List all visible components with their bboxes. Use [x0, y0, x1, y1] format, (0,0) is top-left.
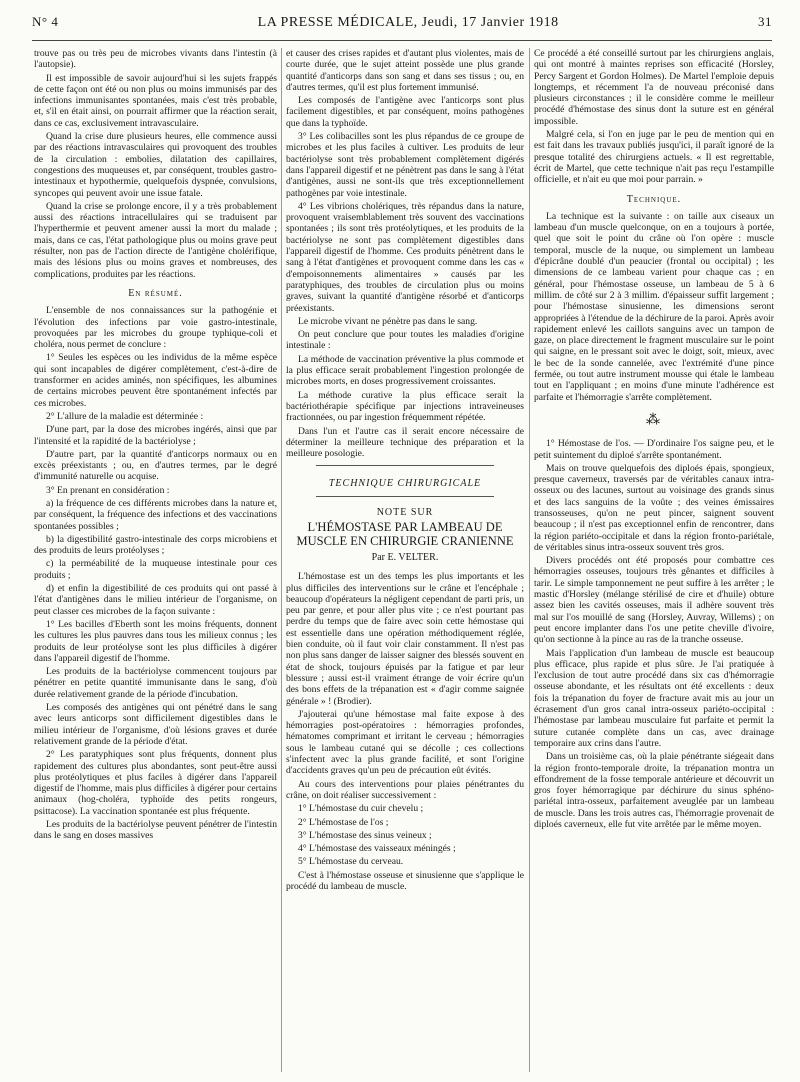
paragraph: 4° Les vibrions cholériques, très répandus dans la nature, provoquent vraisemblablement très souvent des vaccinations spontanées ; ils sont très protéolytiques, et les produits de la bactériolyse ne sont pas complètement digestibles dans l'appareil digestif de l'homme. Ces produits pénètrent dans le sang à l'état d'antigènes et provoquent comme dans les cas « d'empoisonnements alimentaires » causés par les paratyphiques, des troubles de circulation plus ou moins graves, suivant la quantité d'antigène résorbé et d'anticorps préexistants.	[286, 200, 524, 314]
paragraph: Quand la crise dure plusieurs heures, elle commence aussi par des réactions intravasculaires qui provoquent des troubles de la circulation : embolies, dilatation des capillaires, congestions des muqueuses et, par conséquent, troubles gastro-intestinaux et hypothermie, quelquefois dyspnée, convulsions, syncopes qui peuvent avoir une issue fatale.	[34, 131, 277, 199]
paragraph: Au cours des interventions pour plaies pénétrantes du crâne, on doit réaliser successivement :	[286, 778, 524, 801]
paragraph: D'une part, par la dose des microbes ingérés, ainsi que par l'intensité et la rapidité de la bactériolyse ;	[34, 424, 277, 447]
paragraph: b) la digestibilité gastro-intestinale des corps microbiens et des produits de leurs protéolyses ;	[34, 533, 277, 557]
paragraph: Divers procédés ont été proposés pour combattre ces hémorragies osseuses, toujours très gênantes et difficiles à tarir. Le simple tamponnement ne peut suffire à les arrêter ; le mastic d'Horsley (mélange stérilisé de cire et d'huile) obture assez bien les cavités osseuses, mais il adhère souvent très mal sur l'os mouillé de sang (Horsley, Auvray, Willems) ; on peut encore implanter dans l'os une petite cheville d'ivoire, qu'on sectionne à la pince au ras de la tranche osseuse.	[534, 555, 774, 646]
section-heading: Technique.	[626, 193, 682, 205]
journal-title: LA PRESSE MÉDICALE, Jeudi, 17 Janvier 1918	[257, 15, 559, 30]
paragraph: 1° Seules les espèces ou les individus de la même espèce qui sont incapables de digérer complètement, c'est-à-dire de transformer en acides aminés, non spécifiques, les albumines de certains microbes peuvent être spontanément infectés par ces microbes.	[34, 352, 277, 409]
article-author: Par E. VELTER.	[371, 551, 439, 563]
paragraph: Les composés de l'antigène avec l'anticorps sont plus facilement digestibles, et par conséquent, moins pathogènes que dans la typhoïde.	[286, 95, 524, 129]
page-header	[32, 14, 772, 41]
paragraph: 2° Les paratyphiques sont plus fréquents, donnent plus rapidement des cultures plus abondantes, sont peut-être aussi plus protéolytiques et plus faciles à digérer dans l'appareil digestif de l'homme, mais plus difficiles à digérer pour certains animaux (hog-choléra, typhoïde des petits rongeurs, psittacose). La vaccination spontanée est plus fréquente.	[34, 749, 277, 817]
section-title: TECHNIQUE CHIRURGICALE	[328, 478, 482, 490]
column-3	[534, 48, 774, 1072]
section-heading: En résumé.	[128, 287, 183, 299]
list-item: 3° L'hémostase des sinus veineux ;	[298, 829, 432, 841]
paragraph: L'ensemble de nos connaissances sur la pathogénie et l'évolution des infections par voie gastro-intestinale, provoquées par les microbes du groupe typhique-coli et choléra, nous permet de conclure :	[34, 305, 277, 351]
column-divider	[281, 48, 282, 1072]
list-item: 1° L'hémostase du cuir chevelu ;	[298, 803, 424, 815]
paragraph: d) et enfin la digestibilité de ces produits qui ont passé à l'état d'antigènes dans le milieu intérieur de l'organisme, on peut classer ces microbes de la façon suivante :	[34, 583, 277, 617]
paragraph: Dans un troisième cas, où la plaie pénétrante siégeait dans la région fronto-temporale droite, la trépanation montra un effondrement de la fosse temporale antérieure et découvrit un gros foyer hémorragique par déchirure du sinus sphéno-pariétal intra-osseux, parfaitement aveuglée par un lambeau de muscle. Dans les trois autres cas, l'hémorragie provenait de diploés caverneux, elle fut vite arrêtée par le même moyen.	[534, 751, 774, 830]
note-label: NOTE SUR	[376, 506, 434, 518]
paragraph: Les produits de la bactériolyse peuvent pénétrer de l'intestin dans le sang en doses massives	[34, 819, 277, 842]
paragraph: Quand la crise se prolonge encore, il y a très probablement aussi des réactions intracellulaires qui se traduisent par l'hyperthermie et peuvent amener aussi la mort du malade ; mais, dans ce cas, l'état pathologique plus ou moins grave peut résulter, non pas de l'action directe de l'antigène cholérifique, mais des lésions plus ou moins graves et nombreuses, des complications, produites par les réactions.	[34, 200, 277, 280]
paragraph: Les composés des antigènes qui ont pénétré dans le sang avec leurs anticorps sont difficilement digestibles dans le milieu intérieur de l'organisme, d'où lésions graves et durée relativement grande de la période d'état.	[34, 702, 277, 747]
paragraph: J'ajouterai qu'une hémostase mal faite expose à des hémorragies post-opératoires : hémorragies profondes, hématomes comprimant et irritant le cerveau ; hémorragies sous le lambeau cutané qui se décolle ; ces collections s'infectent avec la plus grande facilité, et sont l'origine d'accidents graves qu'un peu de précaution eût évités.	[286, 708, 524, 777]
paragraph: Mais on trouve quelquefois des diploés épais, spongieux, presque caverneux, traversés par de véritables canaux intra-osseux ou des lacunes, surtout au voisinage des grands sinus et des lacs sanguins de la voûte ; des veines émissaires transosseuses, qu'on ne peut pincer, saignent souvent beaucoup ; il n'est pas exceptionnel enfin de rencontrer, dans la région pariéto-occipitale et dans la région fronto-pariétale, de véritables sinus intra-osseux souvent très gros.	[534, 462, 774, 553]
list-item: 4° L'hémostase des vaisseaux méningés ;	[298, 843, 456, 855]
paragraph: L'hémostase est un des temps les plus importants et les plus difficiles des interventions sur le crâne et l'encéphale ; beaucoup d'opérateurs la négligent cependant de parti pris, un peu par genre, et pour aller plus vite ; ce n'est pourtant pas perdre du temps que de faire avec soin cette hémostase qui est essentielle dans une opération méthodiquement réglée, bien conduite, où il faut voir clair constamment. Il n'est pas non plus sans danger de laisser saigner des blessés souvent en état de shock, toujours épuisés par la fatigue et par leur blessure ; aussi est-il vraiment étrange de voir écrire qu'un des bons effets de la trépanation est « d'agir comme saignée générale » ! (Brodier).	[286, 571, 524, 707]
paragraph: 1° Hémostase de l'os. — D'ordinaire l'os saigne peu, et le petit suintement du diploé s'arrête spontanément.	[534, 438, 774, 461]
paragraph: C'est à l'hémostase osseuse et sinusienne que s'applique le procédé du lambeau de muscle.	[286, 869, 524, 892]
column-2	[286, 48, 524, 1072]
paragraph: La méthode curative la plus efficace serait la bactériothérapie spécifique par injections intraveineuses fractionnées, ou par ingestion fréquemment répétée.	[286, 389, 524, 424]
paragraph: La technique est la suivante : on taille aux ciseaux un lambeau d'un muscle quelconque, on en a toujours à portée, quel que soit le point du crâne où l'on opère : muscle temporal, muscle de la nuque, ou simplement un lambeau d'épicrâne doublé d'un peaucier (frontal ou occipital) ; les dimensions de ce lambeau varient pour chaque cas ; en général, pour l'hémostase osseuse, un lambeau de 5 à 6 millim. de côté sur 2 à 3 millim. d'épaisseur suffit largement ; pour l'hémostase sinusienne, les dimensions seront appropriées à l'étendue de la déchirure de la paroi. Après avoir rapidement enlevé les caillots sanguins avec un tampon de gaze, on place directement le fragment musculaire sur le point qui saigne, en le pressant soit avec le doigt, soit, mieux, avec le bec de la sonde cannelée, avec l'extrémité d'une pince fermée, ou tout autre instrument mousse qui étale le lambeau tout en l'appliquant ; en moins d'une minute l'adhérence est parfaite et l'hémorragie s'arrête complètement.	[534, 210, 774, 403]
paragraph: et causer des crises rapides et d'autant plus violentes, mais de courte durée, que le sujet atteint possède une plus grande quantité d'anticorps dans son sang et dans ses tissus ; ou, en d'autres termes, qu'il est plus fortement immunisé.	[286, 48, 524, 93]
paragraph: 3° Les colibacilles sont les plus répandus de ce groupe de microbes et les plus faciles à cultiver. Les produits de leur bactériolyse sont très probablement complètement digérés dans l'appareil digestif et ne pénètrent pas dans le sang à l'état d'antigènes, aussi ne sont-ils que très exceptionnellement pathogènes par voie intestinale.	[286, 131, 524, 199]
column-1	[34, 48, 277, 1072]
section-rule	[316, 465, 494, 466]
list-item: 5° L'hémostase du cerveau.	[298, 856, 404, 868]
paragraph: On peut conclure que pour toutes les maladies d'origine intestinale :	[286, 329, 524, 352]
paragraph: 3° En prenant en considération :	[46, 484, 170, 496]
paragraph: Dans l'un et l'autre cas il serait encore nécessaire de déterminer la meilleure technique des préparation et la meilleure posologie.	[286, 425, 524, 460]
paragraph: Il est impossible de savoir aujourd'hui si les sujets frappés de cette façon ont été ou non plus ou moins immunisés par des infections immunisantes spontanées, mais c'est très probable, et, s'il en était ainsi, on pourrait affirmer que la réaction serait, dans ce cas, exclusivement intravasculaire.	[34, 72, 277, 129]
paragraph: 2° L'allure de la maladie est déterminée :	[46, 410, 204, 422]
asterism-separator: ⁂	[646, 412, 662, 428]
paragraph: Le microbe vivant ne pénètre pas dans le sang.	[298, 315, 478, 327]
paragraph: a) la fréquence de ces différents microbes dans la nature et, par conséquent, la fréquence des infections et des vaccinations spontanées possibles ;	[34, 497, 277, 532]
paragraph: La méthode de vaccination préventive la plus commode et la plus efficace serait probablement l'ingestion prolongée de microbes morts, en doses progressivement croissantes.	[286, 353, 524, 388]
paragraph: D'autre part, par la quantité d'anticorps normaux ou en excès préexistants ; ou, en d'autres termes, par le degré d'immunité naturelle ou acquise.	[34, 448, 277, 483]
paragraph: Les produits de la bactériolyse commencent toujours par pénétrer en petite quantité immunisante dans le sang, d'où durée relativement grande de la période d'incubation.	[34, 666, 277, 700]
column-divider	[529, 48, 530, 1072]
paragraph: 1° Les bacilles d'Eberth sont les moins fréquents, donnent les cultures les plus pauvres dans tous les milieux connus ; les produits de leur protéolyse sont les plus difficiles à digérer dans l'appareil digestif de l'homme.	[34, 618, 277, 664]
section-rule	[316, 496, 494, 497]
paragraph: Mais l'application d'un lambeau de muscle est beaucoup plus efficace, plus rapide et plus sûre. Je l'ai pratiquée à l'exclusion de tout autre procédé dans six cas d'hémorragie osseuse abondante, et les résultats ont été excellents : deux fois la trépanation du foyer de fracture avait mis au jour un écrasement d'un gros canal intra-osseux pariéto-occipital : l'hémostase par lambeau musculaire fut parfaite et permit la suture cutanée complète dans un cas, avec drainage temporaire aux crins dans l'autre.	[534, 647, 774, 749]
issue-number: N° 4	[32, 14, 59, 29]
paragraph: trouve pas ou très peu de microbes vivants dans l'intestin (à l'autopsie).	[34, 48, 277, 71]
paragraph: c) la perméabilité de la muqueuse intestinale pour ces produits ;	[34, 558, 277, 581]
article-title: L'HÉMOSTASE PAR LAMBEAU DE MUSCLE EN CHIRURGIE CRANIENNE	[296, 519, 514, 548]
page-number: 31	[758, 14, 772, 29]
paragraph: Ce procédé a été conseillé surtout par les chirurgiens anglais, qui ont montré à maintes reprises son efficacité (Horsley, Percy Sargent et Gordon Holmes). De Martel l'emploie depuis longtemps, et récemment l'a de nouveau préconisé dans plusieurs circonstances ; il le considère comme le meilleur procédé d'hémostase des sinus dont la suture est en général impossible.	[534, 48, 774, 127]
paragraph: Malgré cela, si l'on en juge par le peu de mention qui en est fait dans les travaux publiés jusqu'ici, il paraît ignoré de la presque totalité des chirurgiens actuels. « Il est regrettable, écrit de Martel, que cette technique n'ait pas reçu l'estampille officielle, et n'ait eu que moi pour parrain. »	[534, 129, 774, 186]
list-item: 2° L'hémostase de l'os ;	[298, 816, 389, 828]
